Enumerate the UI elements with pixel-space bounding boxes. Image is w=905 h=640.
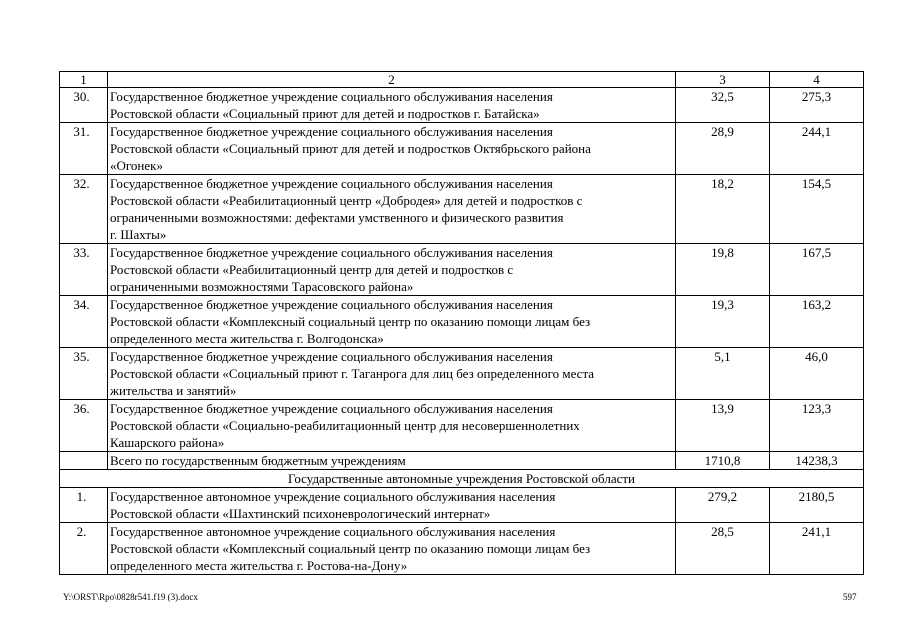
table-row <box>60 175 864 244</box>
table-row <box>60 296 864 348</box>
value-col-3: 28,9 <box>676 123 770 175</box>
value-col-3: 28,5 <box>676 523 770 575</box>
row-number: 35. <box>60 348 108 400</box>
value-col-3: 32,5 <box>676 88 770 123</box>
value-col-4: 244,1 <box>770 123 864 175</box>
row-number: 1. <box>60 488 108 523</box>
table-row <box>60 488 864 523</box>
row-number: 33. <box>60 244 108 296</box>
column-number-row <box>60 72 864 88</box>
section-header-row <box>60 470 864 488</box>
total-row <box>60 452 864 470</box>
value-col-3: 19,8 <box>676 244 770 296</box>
section-title: Государственные автономные учреждения Ростовской области <box>60 470 864 488</box>
document-path: Y:\ORST\Rpo\0828r541.f19 (3).docx <box>63 592 198 602</box>
row-number: 30. <box>60 88 108 123</box>
institution-name: Государственное бюджетное учреждение социального обслуживания населения Ростовской области «Социальный приют для детей и подростков Октябрьского района «Огонек» <box>108 123 676 175</box>
col-1-header: 1 <box>60 72 108 88</box>
institution-name: Государственное бюджетное учреждение социального обслуживания населения Ростовской области «Комплексный социальный центр по оказанию помощи лицам без определенного места жительства г. Волгодонска» <box>108 296 676 348</box>
col-4-header: 4 <box>770 72 864 88</box>
value-col-3: 5,1 <box>676 348 770 400</box>
institution-name: Государственное автономное учреждение социального обслуживания населения Ростовской области «Комплексный социальный центр по оказанию помощи лицам без определенного места жительства г. Ростова-на-Дону» <box>108 523 676 575</box>
value-col-4: 241,1 <box>770 523 864 575</box>
row-number: 36. <box>60 400 108 452</box>
table-row <box>60 123 864 175</box>
table-row <box>60 400 864 452</box>
value-col-4: 2180,5 <box>770 488 864 523</box>
total-value-col-4: 14238,3 <box>770 452 864 470</box>
table-row <box>60 88 864 123</box>
value-col-3: 18,2 <box>676 175 770 244</box>
value-col-3: 13,9 <box>676 400 770 452</box>
total-label: Всего по государственным бюджетным учреждениям <box>108 452 676 470</box>
row-number: 31. <box>60 123 108 175</box>
total-number-cell <box>60 452 108 470</box>
institution-name: Государственное бюджетное учреждение социального обслуживания населения Ростовской области «Социальный приют г. Таганрога для лиц без определенного места жительства и занятий» <box>108 348 676 400</box>
institution-name: Государственное бюджетное учреждение социального обслуживания населения Ростовской области «Реабилитационный центр для детей и подростков с ограниченными возможностями Тарасовского района» <box>108 244 676 296</box>
page-number: 597 <box>843 592 857 602</box>
col-3-header: 3 <box>676 72 770 88</box>
institution-name: Государственное бюджетное учреждение социального обслуживания населения Ростовской области «Социальный приют для детей и подростков г. Батайска» <box>108 88 676 123</box>
value-col-4: 46,0 <box>770 348 864 400</box>
value-col-4: 123,3 <box>770 400 864 452</box>
value-col-4: 275,3 <box>770 88 864 123</box>
row-number: 32. <box>60 175 108 244</box>
institution-name: Государственное автономное учреждение социального обслуживания населения Ростовской области «Шахтинский психоневрологический интернат» <box>108 488 676 523</box>
col-2-header: 2 <box>108 72 676 88</box>
table-row <box>60 348 864 400</box>
value-col-4: 154,5 <box>770 175 864 244</box>
row-number: 34. <box>60 296 108 348</box>
total-value-col-3: 1710,8 <box>676 452 770 470</box>
institution-name: Государственное бюджетное учреждение социального обслуживания населения Ростовской области «Социально-реабилитационный центр для несовершеннолетних Кашарского района» <box>108 400 676 452</box>
value-col-3: 19,3 <box>676 296 770 348</box>
table-row <box>60 244 864 296</box>
value-col-3: 279,2 <box>676 488 770 523</box>
institution-name: Государственное бюджетное учреждение социального обслуживания населения Ростовской области «Реабилитационный центр «Добродея» для детей и подростков с ограниченными возможностями: дефектами умственного и физического развития г. Шахты» <box>108 175 676 244</box>
row-number: 2. <box>60 523 108 575</box>
institutions-table <box>59 71 864 575</box>
value-col-4: 163,2 <box>770 296 864 348</box>
value-col-4: 167,5 <box>770 244 864 296</box>
table-row <box>60 523 864 575</box>
